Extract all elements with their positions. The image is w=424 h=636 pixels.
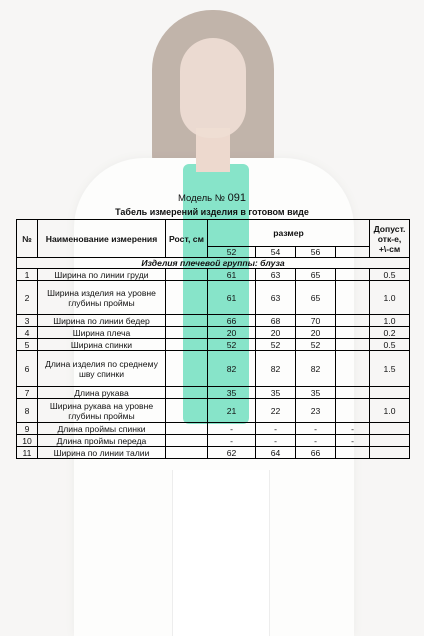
table-row <box>17 447 410 459</box>
row-height <box>166 399 208 423</box>
row-height <box>166 339 208 351</box>
header-size-56: 56 <box>296 247 336 258</box>
row-value-56: 52 <box>296 339 336 351</box>
table-row <box>17 435 410 447</box>
header-row <box>17 220 410 247</box>
section-label: Изделия плечевой группы: блуза <box>17 258 410 269</box>
row-value-56: 70 <box>296 315 336 327</box>
row-number: 2 <box>17 281 38 315</box>
row-number: 9 <box>17 423 38 435</box>
row-number: 5 <box>17 339 38 351</box>
section-row <box>17 258 410 269</box>
row-name: Длина проймы переда <box>38 435 166 447</box>
row-height <box>166 435 208 447</box>
measurement-table <box>16 219 410 459</box>
row-tolerance <box>370 435 410 447</box>
row-value-54: 82 <box>256 351 296 387</box>
row-height <box>166 281 208 315</box>
row-value-52: 62 <box>208 447 256 459</box>
header-size: размер <box>208 220 370 247</box>
row-value-52: 61 <box>208 269 256 281</box>
row-value-54: 52 <box>256 339 296 351</box>
row-tolerance: 0.5 <box>370 269 410 281</box>
header-size-54: 54 <box>256 247 296 258</box>
row-name: Ширина по линии бедер <box>38 315 166 327</box>
row-value-54: - <box>256 435 296 447</box>
row-value-extra <box>336 387 370 399</box>
row-value-54: - <box>256 423 296 435</box>
row-height <box>166 387 208 399</box>
row-height <box>166 327 208 339</box>
table-row <box>17 387 410 399</box>
row-value-56: 20 <box>296 327 336 339</box>
row-number: 11 <box>17 447 38 459</box>
table-row <box>17 339 410 351</box>
row-tolerance: 1.0 <box>370 281 410 315</box>
row-value-54: 68 <box>256 315 296 327</box>
row-tolerance <box>370 447 410 459</box>
row-value-extra <box>336 315 370 327</box>
row-value-extra <box>336 447 370 459</box>
row-number: 7 <box>17 387 38 399</box>
row-tolerance <box>370 423 410 435</box>
row-name: Ширина по линии груди <box>38 269 166 281</box>
row-height <box>166 351 208 387</box>
row-value-52: 52 <box>208 339 256 351</box>
row-value-52: 82 <box>208 351 256 387</box>
table-title: Табель измерений изделия в готовом виде <box>115 207 309 217</box>
row-name: Ширина спинки <box>38 339 166 351</box>
row-value-extra <box>336 281 370 315</box>
row-number: 1 <box>17 269 38 281</box>
row-number: 4 <box>17 327 38 339</box>
row-value-56: 23 <box>296 399 336 423</box>
row-value-52: 61 <box>208 281 256 315</box>
row-value-extra <box>336 339 370 351</box>
row-value-54: 20 <box>256 327 296 339</box>
header-height: Рост, см <box>166 220 208 258</box>
row-value-52: 20 <box>208 327 256 339</box>
row-name: Ширина рукава на уровне глубины проймы <box>38 399 166 423</box>
row-value-54: 64 <box>256 447 296 459</box>
header-size-blank <box>336 247 370 258</box>
row-tolerance: 1.5 <box>370 351 410 387</box>
row-value-52: 35 <box>208 387 256 399</box>
row-tolerance: 1.0 <box>370 315 410 327</box>
row-value-52: - <box>208 435 256 447</box>
model-label <box>0 192 424 205</box>
row-name: Ширина по линии талии <box>38 447 166 459</box>
row-value-extra: - <box>336 435 370 447</box>
row-value-56: 66 <box>296 447 336 459</box>
header-size-52: 52 <box>208 247 256 258</box>
row-tolerance <box>370 387 410 399</box>
row-value-54: 63 <box>256 281 296 315</box>
row-tolerance: 0.2 <box>370 327 410 339</box>
row-tolerance: 0.5 <box>370 339 410 351</box>
row-name: Ширина изделия на уровне глубины проймы <box>38 281 166 315</box>
row-name: Длина изделия по среднему шву спинки <box>38 351 166 387</box>
row-name: Ширина плеча <box>38 327 166 339</box>
table-row <box>17 269 410 281</box>
row-value-56: - <box>296 435 336 447</box>
model-prefix: Модель № <box>178 193 225 204</box>
header-tolerance: Допуст. отк-е, +\-см <box>370 220 410 258</box>
table-row <box>17 423 410 435</box>
row-height <box>166 315 208 327</box>
table-row <box>17 399 410 423</box>
row-value-54: 63 <box>256 269 296 281</box>
table-row <box>17 327 410 339</box>
row-number: 3 <box>17 315 38 327</box>
row-value-56: 65 <box>296 281 336 315</box>
row-value-extra <box>336 327 370 339</box>
row-value-56: 65 <box>296 269 336 281</box>
row-tolerance: 1.0 <box>370 399 410 423</box>
row-number: 8 <box>17 399 38 423</box>
row-value-52: - <box>208 423 256 435</box>
row-name: Длина проймы спинки <box>38 423 166 435</box>
row-number: 6 <box>17 351 38 387</box>
model-number: 091 <box>227 192 246 204</box>
header-num: № <box>17 220 38 258</box>
row-value-56: 35 <box>296 387 336 399</box>
row-value-extra <box>336 399 370 423</box>
header-name: Наименование измерения <box>38 220 166 258</box>
row-value-56: - <box>296 423 336 435</box>
row-height <box>166 423 208 435</box>
row-height <box>166 447 208 459</box>
row-name: Длина рукава <box>38 387 166 399</box>
row-value-extra <box>336 351 370 387</box>
row-value-52: 21 <box>208 399 256 423</box>
row-number: 10 <box>17 435 38 447</box>
table-row <box>17 351 410 387</box>
row-value-extra <box>336 269 370 281</box>
row-height <box>166 269 208 281</box>
row-value-54: 22 <box>256 399 296 423</box>
table-row <box>17 281 410 315</box>
row-value-extra: - <box>336 423 370 435</box>
row-value-56: 82 <box>296 351 336 387</box>
row-value-52: 66 <box>208 315 256 327</box>
table-row <box>17 315 410 327</box>
row-value-54: 35 <box>256 387 296 399</box>
